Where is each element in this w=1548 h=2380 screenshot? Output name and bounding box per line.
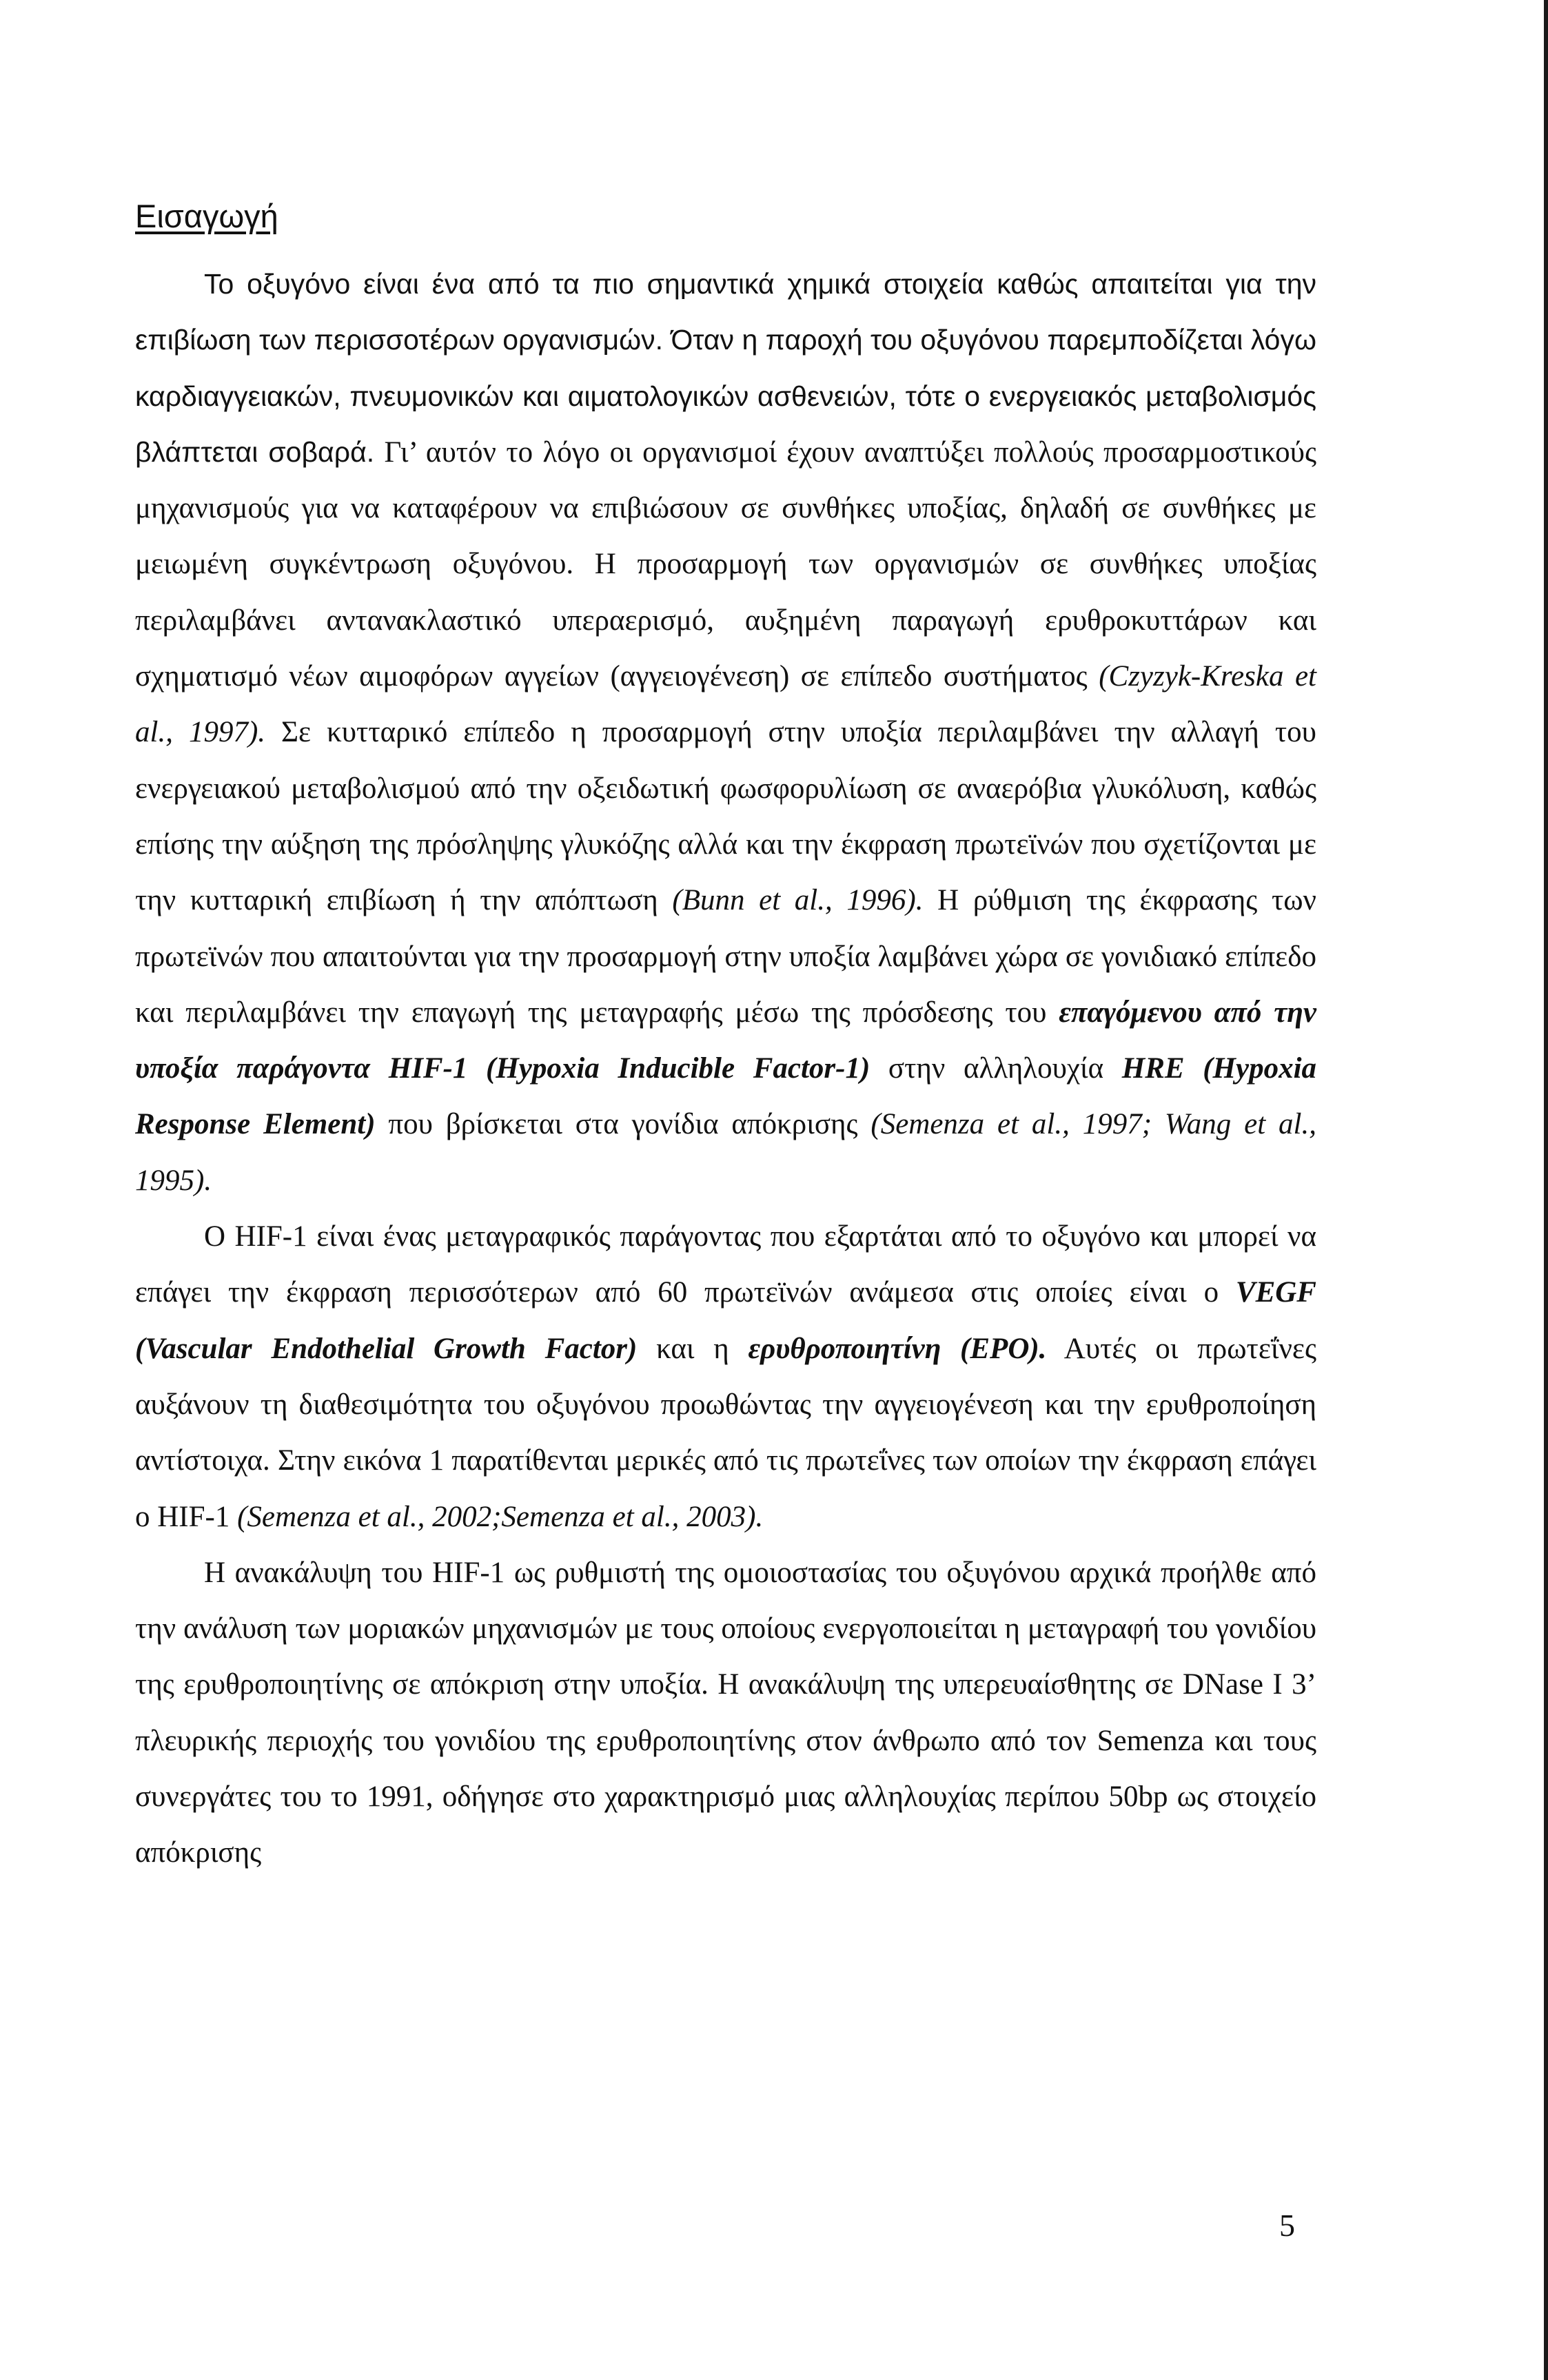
text-run: Γι’ αυτόν το λόγο οι οργανισμοί έχουν αναπτύξει πολλούς προσαρμοστικούς μηχανισμούς για να καταφέρουν να επιβιώσουν σε συνθήκες υποξίας, δηλαδή σε συνθήκες με μειωμένη συγκέντρωση οξυγόνου. Η προσαρμογή των οργανισμών σε συνθήκες υποξίας περιλαμβάνει αντανακλαστικό υπεραερισμό, αυξημένη παραγωγή ερυθροκυττάρων και σχηματισμό νέων αιμοφόρων αγγείων (αγγειογένεση) σε επίπεδο συστήματος	[135, 435, 1316, 693]
citation: (Semenza et al., 2002;Semenza et al., 2003).	[237, 1500, 764, 1533]
paragraph	[135, 256, 1316, 1209]
text-run: που βρίσκεται στα γονίδια απόκρισης	[375, 1108, 871, 1141]
emphasized-term-text: HRE (Hypoxia Response Element)	[135, 1052, 1317, 1141]
page-edge	[1544, 0, 1548, 2380]
text-run: Αυτές οι πρωτεΐνες αυξάνουν τη διαθεσιμότητα του οξυγόνου προωθώντας την αγγειογένεση και την ερυθροποίηση αντίστοιχα. Στην εικόνα 1 παρατίθενται μερικές από τις πρωτεΐνες των οποίων την έκφραση επάγει ο HIF-1	[135, 1332, 1316, 1533]
citation: (Czyzyk-Kreska et al., 1997).	[135, 660, 1316, 749]
text-run: και η	[637, 1332, 748, 1365]
text-run: Ο HIF-1 είναι ένας μεταγραφικός παράγοντας που εξαρτάται από το οξυγόνο και μπορεί να επάγει την έκφραση περισσότερων από 60 πρωτεϊνών ανάμεσα στις οποίες είναι ο	[135, 1220, 1316, 1309]
emphasized-term-text: ερυθροποιητίνη (EPO).	[748, 1332, 1047, 1365]
body-text	[135, 256, 1316, 1881]
emphasized-term-text: VEGF (Vascular Endothelial Growth Factor)	[135, 1276, 1316, 1365]
citation: (Semenza et al., 1997; Wang et al., 1995).	[135, 1108, 1316, 1197]
emphasized-term	[748, 1333, 1046, 1365]
text-run: Η ανακάλυψη του HIF-1 ως ρυθμιστή της ομοιοστασίας του οξυγόνου αρχικά προήλθε από την ανάλυση των μοριακών μηχανισμών με τους οποίους ενεργοποιείται η μεταγραφή του γονιδίου της ερυθροποιητίνης σε απόκριση στην υποξία. Η ανακάλυψη της υπερευαίσθητης σε DNase I 3’ πλευρικής περιοχής του γονιδίου της ερυθροποιητίνης στον άνθρωπο από τον Semenza και τους συνεργάτες του το 1991, οδήγησε στο χαρακτηρισμό μιας αλληλουχίας περίπου 50bp ως στοιχείο απόκρισης	[135, 1556, 1316, 1869]
text-run: Η ρύθμιση της έκφρασης των πρωτεϊνών που απαιτούνται για την προσαρμογή στην υποξία λαμβάνει χώρα σε γονιδιακό επίπεδο και περιλαμβάνει την επαγωγή της μεταγραφής μέσω της πρόσδεσης του	[135, 884, 1316, 1029]
text-run: Σε κυτταρικό επίπεδο η προσαρμογή στην υποξία περιλαμβάνει την αλλαγή του ενεργειακού μεταβολισμού από την οξειδωτική φωσφορυλίωση σε αναερόβια γλυκόλυση, καθώς επίσης την αύξηση της πρόσληψης γλυκόζης αλλά και την έκφραση πρωτεϊνών που σχετίζονται με την κυτταρική επιβίωση ή την απόπτωση	[135, 716, 1316, 917]
citation: (Bunn et al., 1996).	[672, 884, 924, 917]
text-run: στην αλληλουχία	[870, 1052, 1122, 1085]
page-number: 5	[1279, 2208, 1295, 2243]
paragraph	[135, 1545, 1316, 1881]
paragraph	[135, 1209, 1316, 1545]
emphasized-term-text: επαγόμενου από την υποξία παράγοντα HIF-1 (Hypoxia Inducible Factor-1)	[135, 996, 1316, 1085]
text-run: Το οξυγόνο είναι ένα από τα πιο σημαντικά χημικά στοιχεία καθώς απαιτείται για την επιβίωση των περισσοτέρων οργανισμών. Όταν η παροχή του οξυγόνου παρεμποδίζεται λόγω καρδιαγγειακών, πνευμονικών και αιματολογικών ασθενειών, τότε ο ενεργειακός μεταβολισμός βλάπτεται σοβαρά.	[135, 268, 1316, 468]
section-heading: Εισαγωγή	[135, 198, 278, 234]
